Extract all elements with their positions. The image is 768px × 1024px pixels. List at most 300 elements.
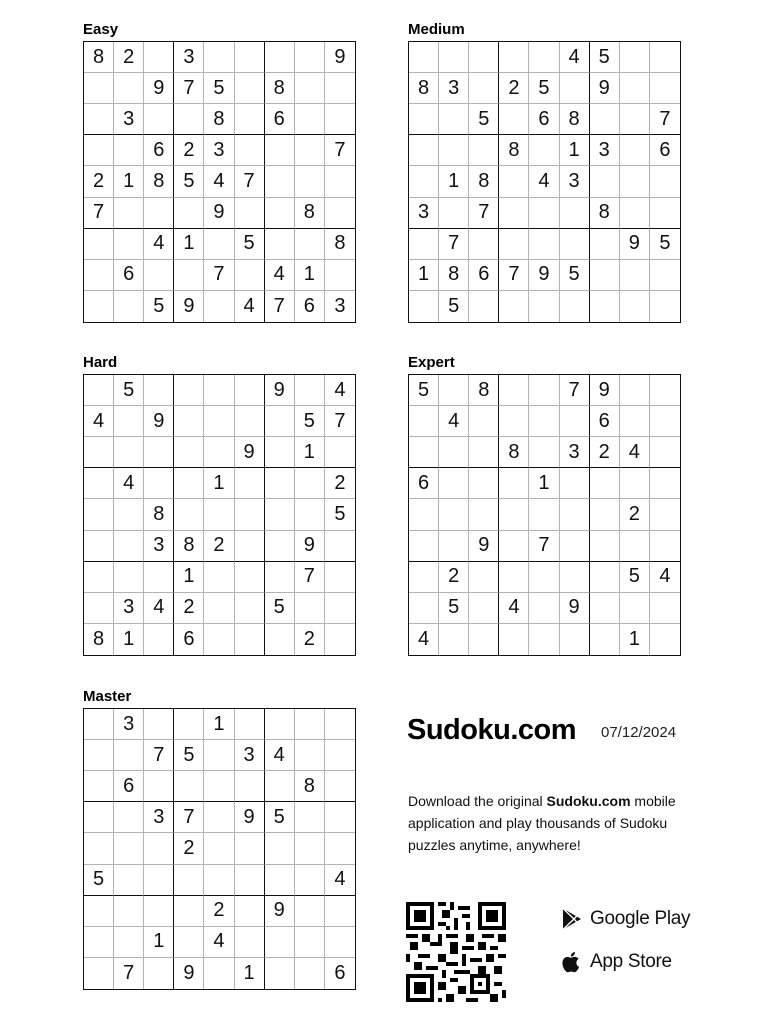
sudoku-cell[interactable]: 8 [174, 531, 204, 562]
sudoku-cell[interactable] [265, 624, 295, 655]
sudoku-cell[interactable]: 6 [650, 135, 680, 166]
sudoku-cell[interactable]: 8 [84, 42, 114, 73]
sudoku-cell[interactable]: 9 [174, 958, 204, 989]
sudoku-cell[interactable] [560, 562, 590, 593]
sudoku-cell[interactable] [174, 865, 204, 896]
sudoku-cell[interactable] [325, 198, 355, 229]
google-play-button[interactable] [560, 907, 690, 931]
sudoku-cell[interactable]: 4 [529, 166, 559, 197]
sudoku-cell[interactable] [144, 771, 174, 802]
sudoku-cell[interactable]: 4 [84, 406, 114, 437]
sudoku-cell[interactable] [235, 593, 265, 624]
sudoku-cell[interactable] [114, 562, 144, 593]
sudoku-cell[interactable] [529, 291, 559, 322]
sudoku-cell[interactable]: 9 [235, 437, 265, 468]
sudoku-cell[interactable]: 3 [144, 802, 174, 833]
sudoku-cell[interactable] [325, 260, 355, 291]
sudoku-cell[interactable] [265, 833, 295, 864]
sudoku-cell[interactable] [235, 73, 265, 104]
sudoku-cell[interactable] [409, 104, 439, 135]
sudoku-cell[interactable]: 1 [295, 260, 325, 291]
sudoku-cell[interactable] [409, 291, 439, 322]
sudoku-cell[interactable]: 2 [174, 833, 204, 864]
sudoku-cell[interactable] [144, 42, 174, 73]
sudoku-cell[interactable]: 5 [529, 73, 559, 104]
sudoku-cell[interactable]: 1 [114, 624, 144, 655]
sudoku-cell[interactable] [409, 499, 439, 530]
sudoku-cell[interactable] [650, 166, 680, 197]
sudoku-cell[interactable] [439, 42, 469, 73]
sudoku-cell[interactable] [235, 198, 265, 229]
sudoku-cell[interactable] [590, 291, 620, 322]
sudoku-cell[interactable]: 9 [265, 375, 295, 406]
sudoku-cell[interactable] [235, 771, 265, 802]
sudoku-cell[interactable] [439, 375, 469, 406]
sudoku-cell[interactable]: 3 [114, 593, 144, 624]
sudoku-cell[interactable] [650, 437, 680, 468]
sudoku-cell[interactable]: 2 [499, 73, 529, 104]
sudoku-cell[interactable] [469, 437, 499, 468]
sudoku-cell[interactable]: 4 [650, 562, 680, 593]
sudoku-cell[interactable] [620, 198, 650, 229]
sudoku-cell[interactable] [295, 927, 325, 958]
sudoku-cell[interactable]: 4 [560, 42, 590, 73]
sudoku-cell[interactable] [114, 896, 144, 927]
sudoku-cell[interactable] [295, 740, 325, 771]
sudoku-cell[interactable]: 8 [590, 198, 620, 229]
sudoku-cell[interactable] [409, 406, 439, 437]
sudoku-cell[interactable] [265, 927, 295, 958]
sudoku-cell[interactable] [560, 499, 590, 530]
sudoku-cell[interactable]: 8 [409, 73, 439, 104]
sudoku-cell[interactable]: 6 [469, 260, 499, 291]
sudoku-cell[interactable] [204, 771, 234, 802]
sudoku-cell[interactable] [650, 73, 680, 104]
sudoku-cell[interactable]: 7 [560, 375, 590, 406]
sudoku-cell[interactable]: 2 [114, 42, 144, 73]
sudoku-cell[interactable] [469, 229, 499, 260]
sudoku-cell[interactable]: 5 [560, 260, 590, 291]
sudoku-cell[interactable] [620, 291, 650, 322]
sudoku-cell[interactable]: 3 [590, 135, 620, 166]
sudoku-cell[interactable]: 7 [174, 802, 204, 833]
sudoku-cell[interactable] [84, 291, 114, 322]
sudoku-cell[interactable] [114, 531, 144, 562]
sudoku-cell[interactable] [174, 468, 204, 499]
sudoku-cell[interactable] [560, 291, 590, 322]
sudoku-cell[interactable]: 8 [265, 73, 295, 104]
sudoku-cell[interactable]: 6 [144, 135, 174, 166]
sudoku-cell[interactable] [265, 166, 295, 197]
sudoku-cell[interactable] [204, 406, 234, 437]
sudoku-cell[interactable]: 3 [439, 73, 469, 104]
sudoku-cell[interactable] [620, 104, 650, 135]
sudoku-cell[interactable] [204, 291, 234, 322]
sudoku-cell[interactable] [144, 375, 174, 406]
sudoku-cell[interactable] [235, 624, 265, 655]
sudoku-cell[interactable] [114, 73, 144, 104]
sudoku-cell[interactable] [590, 468, 620, 499]
sudoku-cell[interactable]: 7 [650, 104, 680, 135]
sudoku-cell[interactable] [590, 499, 620, 530]
sudoku-cell[interactable]: 2 [620, 499, 650, 530]
sudoku-cell[interactable]: 2 [325, 468, 355, 499]
sudoku-cell[interactable] [114, 291, 144, 322]
sudoku-cell[interactable] [325, 624, 355, 655]
sudoku-cell[interactable]: 4 [325, 865, 355, 896]
sudoku-cell[interactable]: 2 [204, 531, 234, 562]
sudoku-cell[interactable] [84, 740, 114, 771]
sudoku-cell[interactable] [650, 593, 680, 624]
sudoku-cell[interactable] [620, 73, 650, 104]
sudoku-cell[interactable]: 4 [204, 166, 234, 197]
sudoku-cell[interactable] [590, 624, 620, 655]
sudoku-cell[interactable] [325, 833, 355, 864]
sudoku-cell[interactable] [295, 135, 325, 166]
sudoku-cell[interactable] [650, 406, 680, 437]
sudoku-cell[interactable] [235, 42, 265, 73]
sudoku-cell[interactable] [204, 833, 234, 864]
sudoku-cell[interactable] [469, 291, 499, 322]
sudoku-cell[interactable] [325, 562, 355, 593]
sudoku-cell[interactable] [295, 499, 325, 530]
sudoku-cell[interactable] [144, 468, 174, 499]
sudoku-cell[interactable] [265, 42, 295, 73]
sudoku-cell[interactable] [84, 73, 114, 104]
sudoku-cell[interactable]: 4 [325, 375, 355, 406]
sudoku-cell[interactable]: 5 [174, 740, 204, 771]
sudoku-cell[interactable] [499, 468, 529, 499]
sudoku-cell[interactable] [265, 531, 295, 562]
sudoku-cell[interactable] [84, 437, 114, 468]
sudoku-cell[interactable] [620, 375, 650, 406]
sudoku-cell[interactable] [439, 499, 469, 530]
sudoku-cell[interactable] [590, 104, 620, 135]
sudoku-cell[interactable] [409, 166, 439, 197]
sudoku-cell[interactable] [469, 593, 499, 624]
sudoku-cell[interactable] [560, 198, 590, 229]
sudoku-cell[interactable]: 6 [295, 291, 325, 322]
sudoku-cell[interactable] [620, 531, 650, 562]
sudoku-cell[interactable] [174, 709, 204, 740]
sudoku-cell[interactable] [204, 375, 234, 406]
sudoku-cell[interactable]: 9 [620, 229, 650, 260]
sudoku-cell[interactable]: 3 [174, 42, 204, 73]
sudoku-cell[interactable] [499, 375, 529, 406]
sudoku-cell[interactable] [114, 437, 144, 468]
sudoku-cell[interactable]: 3 [560, 166, 590, 197]
sudoku-cell[interactable] [325, 927, 355, 958]
sudoku-cell[interactable] [84, 833, 114, 864]
sudoku-cell[interactable] [204, 802, 234, 833]
sudoku-cell[interactable] [265, 562, 295, 593]
sudoku-cell[interactable] [325, 166, 355, 197]
qr-code-icon[interactable] [406, 902, 506, 1002]
sudoku-cell[interactable]: 4 [144, 593, 174, 624]
sudoku-cell[interactable] [469, 468, 499, 499]
sudoku-cell[interactable]: 3 [114, 709, 144, 740]
sudoku-cell[interactable] [114, 740, 144, 771]
sudoku-cell[interactable]: 4 [235, 291, 265, 322]
sudoku-cell[interactable]: 1 [174, 562, 204, 593]
sudoku-cell[interactable] [590, 260, 620, 291]
sudoku-cell[interactable]: 8 [469, 166, 499, 197]
sudoku-cell[interactable] [650, 291, 680, 322]
sudoku-cell[interactable]: 3 [560, 437, 590, 468]
sudoku-cell[interactable] [114, 802, 144, 833]
sudoku-cell[interactable]: 6 [265, 104, 295, 135]
sudoku-cell[interactable] [620, 166, 650, 197]
sudoku-cell[interactable]: 9 [144, 73, 174, 104]
sudoku-cell[interactable]: 2 [84, 166, 114, 197]
sudoku-cell[interactable]: 7 [529, 531, 559, 562]
sudoku-cell[interactable] [620, 468, 650, 499]
sudoku-cell[interactable]: 5 [114, 375, 144, 406]
sudoku-cell[interactable] [295, 104, 325, 135]
sudoku-cell[interactable]: 5 [409, 375, 439, 406]
sudoku-cell[interactable] [84, 927, 114, 958]
sudoku-cell[interactable]: 5 [265, 802, 295, 833]
sudoku-cell[interactable] [469, 42, 499, 73]
sudoku-cell[interactable] [325, 709, 355, 740]
sudoku-cell[interactable] [560, 531, 590, 562]
sudoku-cell[interactable] [144, 958, 174, 989]
sudoku-cell[interactable] [325, 104, 355, 135]
sudoku-cell[interactable] [499, 624, 529, 655]
sudoku-cell[interactable] [499, 104, 529, 135]
sudoku-cell[interactable] [204, 437, 234, 468]
sudoku-cell[interactable] [409, 42, 439, 73]
sudoku-cell[interactable]: 8 [499, 135, 529, 166]
sudoku-cell[interactable]: 9 [529, 260, 559, 291]
sudoku-cell[interactable] [499, 42, 529, 73]
sudoku-cell[interactable] [235, 896, 265, 927]
sudoku-cell[interactable] [560, 73, 590, 104]
sudoku-cell[interactable] [439, 468, 469, 499]
sudoku-cell[interactable] [529, 437, 559, 468]
sudoku-cell[interactable] [590, 531, 620, 562]
sudoku-cell[interactable] [529, 375, 559, 406]
sudoku-cell[interactable]: 1 [235, 958, 265, 989]
sudoku-cell[interactable] [235, 531, 265, 562]
sudoku-cell[interactable]: 1 [560, 135, 590, 166]
sudoku-cell[interactable] [235, 375, 265, 406]
sudoku-cell[interactable] [295, 468, 325, 499]
sudoku-cell[interactable] [84, 375, 114, 406]
sudoku-cell[interactable] [529, 135, 559, 166]
sudoku-cell[interactable]: 8 [144, 166, 174, 197]
sudoku-cell[interactable] [560, 624, 590, 655]
sudoku-cell[interactable]: 7 [265, 291, 295, 322]
sudoku-cell[interactable] [439, 135, 469, 166]
sudoku-cell[interactable]: 6 [409, 468, 439, 499]
sudoku-cell[interactable]: 3 [144, 531, 174, 562]
sudoku-cell[interactable]: 8 [295, 198, 325, 229]
sudoku-cell[interactable] [529, 562, 559, 593]
sudoku-cell[interactable] [144, 833, 174, 864]
sudoku-cell[interactable]: 3 [334, 294, 346, 317]
sudoku-cell[interactable] [325, 896, 355, 927]
sudoku-cell[interactable] [325, 593, 355, 624]
sudoku-cell[interactable]: 3 [235, 740, 265, 771]
sudoku-cell[interactable] [620, 593, 650, 624]
sudoku-cell[interactable] [295, 42, 325, 73]
sudoku-cell[interactable] [174, 198, 204, 229]
sudoku-cell[interactable] [235, 865, 265, 896]
sudoku-cell[interactable]: 9 [265, 896, 295, 927]
sudoku-cell[interactable]: 8 [204, 104, 234, 135]
sudoku-cell[interactable] [84, 802, 114, 833]
sudoku-cell[interactable]: 7 [499, 260, 529, 291]
sudoku-cell[interactable]: 9 [560, 593, 590, 624]
sudoku-cell[interactable] [174, 260, 204, 291]
sudoku-cell[interactable]: 4 [499, 593, 529, 624]
sudoku-cell[interactable] [204, 562, 234, 593]
sudoku-cell[interactable] [174, 104, 204, 135]
sudoku-cell[interactable]: 6 [114, 771, 144, 802]
sudoku-cell[interactable] [650, 260, 680, 291]
sudoku-cell[interactable] [499, 499, 529, 530]
sudoku-cell[interactable] [590, 229, 620, 260]
sudoku-cell[interactable] [295, 802, 325, 833]
sudoku-cell[interactable] [84, 958, 114, 989]
sudoku-cell[interactable] [84, 562, 114, 593]
sudoku-cell[interactable] [650, 375, 680, 406]
sudoku-cell[interactable] [409, 531, 439, 562]
sudoku-cell[interactable] [529, 499, 559, 530]
sudoku-cell[interactable]: 6 [114, 260, 144, 291]
sudoku-cell[interactable] [144, 260, 174, 291]
sudoku-cell[interactable] [529, 406, 559, 437]
sudoku-cell[interactable]: 5 [590, 42, 620, 73]
sudoku-cell[interactable] [144, 104, 174, 135]
sudoku-cell[interactable] [295, 375, 325, 406]
sudoku-cell[interactable] [469, 135, 499, 166]
sudoku-cell[interactable] [144, 562, 174, 593]
sudoku-cell[interactable] [235, 709, 265, 740]
sudoku-cell[interactable]: 2 [590, 437, 620, 468]
sudoku-cell[interactable] [235, 135, 265, 166]
sudoku-cell[interactable] [469, 499, 499, 530]
sudoku-cell[interactable] [439, 104, 469, 135]
sudoku-cell[interactable] [204, 499, 234, 530]
sudoku-cell[interactable] [295, 229, 325, 260]
sudoku-cell[interactable] [295, 896, 325, 927]
sudoku-cell[interactable]: 3 [204, 135, 234, 166]
app-store-button[interactable] [560, 949, 672, 975]
sudoku-cell[interactable] [469, 624, 499, 655]
sudoku-cell[interactable] [499, 406, 529, 437]
sudoku-cell[interactable]: 2 [439, 562, 469, 593]
sudoku-cell[interactable] [114, 927, 144, 958]
sudoku-cell[interactable] [325, 531, 355, 562]
sudoku-cell[interactable]: 9 [235, 802, 265, 833]
sudoku-cell[interactable] [144, 896, 174, 927]
sudoku-cell[interactable] [84, 468, 114, 499]
sudoku-cell[interactable] [84, 593, 114, 624]
sudoku-cell[interactable]: 1 [295, 437, 325, 468]
sudoku-cell[interactable] [650, 468, 680, 499]
sudoku-cell[interactable] [204, 624, 234, 655]
sudoku-cell[interactable] [144, 437, 174, 468]
sudoku-cell[interactable]: 8 [325, 229, 355, 260]
sudoku-cell[interactable] [235, 260, 265, 291]
sudoku-cell[interactable]: 7 [295, 562, 325, 593]
sudoku-cell[interactable]: 6 [334, 961, 346, 984]
sudoku-cell[interactable]: 7 [439, 229, 469, 260]
sudoku-cell[interactable] [204, 865, 234, 896]
sudoku-cell[interactable]: 5 [204, 73, 234, 104]
sudoku-cell[interactable]: 1 [144, 927, 174, 958]
sudoku-cell[interactable] [590, 166, 620, 197]
sudoku-cell[interactable]: 5 [84, 865, 114, 896]
sudoku-cell[interactable] [439, 624, 469, 655]
sudoku-cell[interactable]: 5 [174, 166, 204, 197]
sudoku-cell[interactable]: 8 [469, 375, 499, 406]
sudoku-cell[interactable] [235, 562, 265, 593]
sudoku-cell[interactable] [295, 958, 325, 989]
sudoku-cell[interactable]: 2 [204, 896, 234, 927]
sudoku-cell[interactable] [439, 531, 469, 562]
sudoku-cell[interactable] [529, 624, 559, 655]
sudoku-cell[interactable]: 7 [325, 135, 355, 166]
sudoku-cell[interactable] [650, 624, 680, 655]
sudoku-cell[interactable] [204, 229, 234, 260]
sudoku-cell[interactable] [325, 740, 355, 771]
sudoku-cell[interactable]: 8 [84, 624, 114, 655]
sudoku-cell[interactable]: 5 [295, 406, 325, 437]
sudoku-cell[interactable] [295, 865, 325, 896]
sudoku-cell[interactable]: 6 [590, 406, 620, 437]
sudoku-cell[interactable] [84, 709, 114, 740]
sudoku-cell[interactable]: 9 [590, 375, 620, 406]
sudoku-cell[interactable] [560, 468, 590, 499]
sudoku-cell[interactable] [174, 375, 204, 406]
sudoku-cell[interactable] [650, 499, 680, 530]
sudoku-cell[interactable]: 1 [529, 468, 559, 499]
sudoku-cell[interactable] [295, 166, 325, 197]
sudoku-cell[interactable] [144, 198, 174, 229]
sudoku-cell[interactable]: 7 [84, 198, 114, 229]
sudoku-cell[interactable] [114, 198, 144, 229]
sudoku-cell[interactable]: 1 [439, 166, 469, 197]
sudoku-cell[interactable] [650, 42, 680, 73]
sudoku-cell[interactable]: 4 [620, 437, 650, 468]
sudoku-cell[interactable] [620, 42, 650, 73]
sudoku-cell[interactable] [409, 229, 439, 260]
sudoku-cell[interactable] [265, 709, 295, 740]
sudoku-cell[interactable] [174, 927, 204, 958]
sudoku-cell[interactable]: 4 [439, 406, 469, 437]
sudoku-cell[interactable] [174, 771, 204, 802]
sudoku-cell[interactable]: 2 [174, 593, 204, 624]
sudoku-cell[interactable] [295, 593, 325, 624]
sudoku-cell[interactable] [409, 562, 439, 593]
sudoku-cell[interactable] [144, 865, 174, 896]
sudoku-cell[interactable]: 1 [409, 260, 439, 291]
sudoku-cell[interactable] [235, 833, 265, 864]
sudoku-cell[interactable] [529, 198, 559, 229]
sudoku-cell[interactable] [84, 135, 114, 166]
sudoku-cell[interactable]: 8 [439, 260, 469, 291]
sudoku-cell[interactable] [114, 865, 144, 896]
sudoku-cell[interactable] [265, 198, 295, 229]
sudoku-cell[interactable] [325, 771, 355, 802]
sudoku-cell[interactable] [174, 406, 204, 437]
sudoku-cell[interactable] [499, 531, 529, 562]
sudoku-cell[interactable]: 4 [265, 740, 295, 771]
sudoku-cell[interactable]: 7 [174, 73, 204, 104]
